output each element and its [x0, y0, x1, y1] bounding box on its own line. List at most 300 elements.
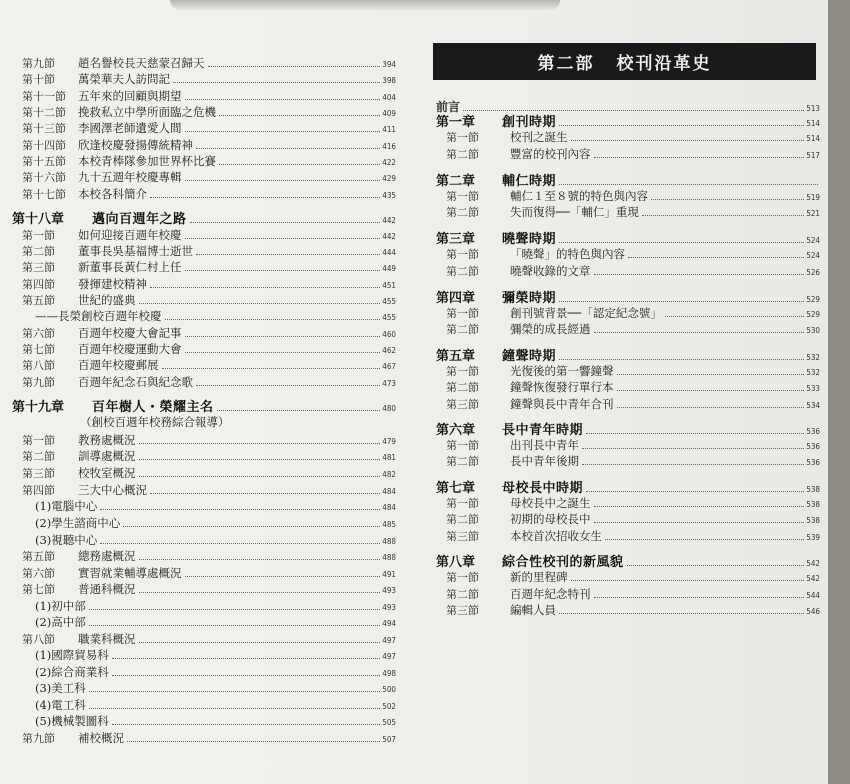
toc-page-number: 481: [382, 453, 396, 462]
right-sec-entry: [446, 246, 820, 262]
leader-dots: [139, 443, 381, 444]
toc-title: 趙名譽校長天慈蒙召歸天: [78, 56, 205, 70]
toc-title: 創刊號背景──「認定紀念號」: [510, 306, 662, 320]
toc-title: 本校青棒隊參加世界杯比賽: [78, 154, 216, 168]
toc-title: (3)美工科: [35, 681, 86, 695]
toc-page-number: 484: [382, 487, 396, 496]
leader-dots: [127, 741, 380, 742]
leader-dots: [651, 199, 804, 200]
toc-title: 百週年校慶大會記事: [78, 326, 182, 340]
leader-dots: [594, 597, 805, 598]
toc-page-number: 533: [806, 384, 820, 393]
toc-title: ——長榮創校百週年校慶: [35, 309, 162, 323]
toc-number-label: 第十六節: [22, 171, 66, 184]
toc-number-label: 第六節: [22, 567, 55, 580]
leader-dots: [185, 131, 381, 132]
right-sec-entry: [446, 569, 820, 585]
left-sub-entry: [35, 614, 396, 630]
toc-page-number: 534: [806, 401, 820, 410]
left-sec-entry: [22, 432, 396, 448]
toc-title: (4)電工科: [35, 698, 86, 712]
leader-dots: [628, 257, 804, 258]
left-sec-entry: [22, 631, 396, 647]
leader-dots: [559, 613, 804, 614]
toc-number-label: 第九節: [22, 732, 55, 745]
leader-dots: [582, 448, 804, 449]
toc-page-number: 473: [382, 379, 396, 388]
left-sec-entry: [22, 581, 396, 597]
toc-title: 本校各科簡介: [78, 187, 147, 201]
toc-page-number: 514: [806, 134, 820, 143]
toc-page-number: 536: [806, 427, 820, 436]
leader-dots: [586, 491, 804, 492]
toc-number-label: 第八章: [436, 555, 476, 570]
toc-title: 百週年紀念特刊: [510, 587, 591, 601]
toc-page-number: 484: [382, 503, 396, 512]
toc-title: 李國澤老師遺愛人間: [78, 121, 182, 135]
toc-page-number: 497: [382, 636, 396, 645]
toc-number-label: 第九節: [22, 376, 55, 389]
toc-title: 欣逢校慶發揚傳統精神: [78, 138, 193, 152]
toc-number-label: 第七章: [436, 481, 476, 496]
left-sec-entry: [22, 120, 396, 136]
toc-title: 母校長中時期: [502, 481, 584, 496]
toc-title: (2)學生諮商中心: [35, 516, 121, 530]
toc-number-label: 第四章: [436, 291, 476, 306]
part-label: 第二部: [537, 54, 595, 74]
toc-title: 曉聲時期: [502, 232, 557, 247]
leader-dots: [571, 580, 805, 581]
leader-dots: [185, 336, 381, 337]
toc-title: 訓導處概況: [78, 449, 136, 463]
toc-title: 百週年校慶運動大會: [78, 342, 182, 356]
leader-dots: [100, 543, 380, 544]
left-sec-entry: [22, 374, 396, 390]
toc-title: 邁向百週年之路: [92, 212, 187, 227]
toc-title: （創校百週年校務綜合報導）: [80, 415, 230, 429]
leader-dots: [582, 464, 804, 465]
toc-page-number: 494: [382, 619, 396, 628]
right-chap-entry: [436, 345, 820, 364]
toc-number-label: 第二節: [446, 323, 479, 336]
toc-page-number: 536: [806, 442, 820, 451]
toc-page-number: 538: [806, 516, 820, 525]
toc-title: 長中青年後期: [510, 454, 579, 468]
toc-title: (2)高中部: [35, 615, 86, 629]
toc-page-number: 500: [382, 685, 396, 694]
toc-number-label: 第二節: [446, 148, 479, 161]
leader-dots: [196, 254, 380, 255]
leader-dots: [559, 125, 804, 126]
leader-dots: [559, 359, 804, 360]
toc-page-number: 455: [382, 297, 396, 306]
toc-title: 教務處概況: [78, 433, 136, 447]
toc-title: 世紀的盛典: [78, 293, 136, 307]
toc-title: 五年來的回顧與期望: [78, 89, 182, 103]
right-sec-entry: [446, 602, 820, 618]
leader-dots: [139, 459, 381, 460]
toc-title: 萬榮華夫人訪問記: [78, 72, 170, 86]
toc-number-label: 第一節: [446, 365, 479, 378]
leader-dots: [185, 180, 381, 181]
leader-dots: [196, 148, 380, 149]
toc-number-label: 第四節: [22, 278, 55, 291]
toc-number-label: 第二節: [446, 206, 479, 219]
toc-number-label: 第三節: [22, 467, 55, 480]
toc-number-label: 第十四節: [22, 139, 66, 152]
left-sec-entry: [22, 292, 396, 308]
toc-number-label: 第七節: [22, 583, 55, 596]
leader-dots: [89, 609, 380, 610]
leader-dots: [559, 184, 818, 185]
toc-title: 創刊時期: [502, 115, 557, 130]
toc-page-number: 514: [806, 119, 820, 128]
right-sec-entry: [446, 453, 820, 469]
leader-dots: [112, 724, 380, 725]
toc-number-label: 第十五節: [22, 155, 66, 168]
left-sec-entry: [22, 71, 396, 87]
toc-title: 新的里程碑: [510, 570, 568, 584]
right-sec-entry: [446, 528, 820, 544]
leader-dots: [219, 164, 380, 165]
toc-page-number: 398: [382, 76, 396, 85]
toc-number-label: 第十三節: [22, 122, 66, 135]
right-chap-entry: [436, 419, 820, 438]
leader-dots: [605, 539, 804, 540]
toc-page-number: 524: [806, 236, 820, 245]
left-sec-entry: [22, 137, 396, 153]
right-sec-entry: [446, 263, 820, 279]
toc-number-label: 第六章: [436, 423, 476, 438]
toc-title: 百週年校慶郵展: [78, 358, 159, 372]
toc-page-number: 529: [806, 310, 820, 319]
leader-dots: [559, 242, 804, 243]
toc-number-label: 第二節: [446, 455, 479, 468]
leader-dots: [139, 559, 381, 560]
right-sec-entry: [446, 495, 820, 511]
leader-dots: [665, 316, 804, 317]
toc-page-number: 546: [806, 607, 820, 616]
left-sec-entry: [22, 465, 396, 481]
toc-number-label: 第七節: [22, 343, 55, 356]
right-sec-entry: [446, 363, 820, 379]
toc-number-label: 第八節: [22, 633, 55, 646]
left-sec-entry: [22, 448, 396, 464]
leader-dots: [627, 565, 805, 566]
toc-title: 校刊之誕生: [510, 130, 568, 144]
leader-dots: [594, 522, 805, 523]
toc-page-number: 409: [382, 109, 396, 118]
leader-dots: [190, 222, 381, 223]
leader-dots: [100, 509, 380, 510]
left-sec-entry: [22, 565, 396, 581]
toc-title: 總務處概況: [78, 549, 136, 563]
toc-page-number: 513: [806, 104, 820, 113]
toc-page-number: 493: [382, 603, 396, 612]
leader-dots: [139, 303, 381, 304]
left-sec-entry: [22, 730, 396, 746]
toc-page-number: 444: [382, 248, 396, 257]
right-sec-entry: [446, 188, 820, 204]
left-sec-entry: [22, 227, 396, 243]
toc-page-number: 482: [382, 470, 396, 479]
toc-title: 百年樹人・榮耀主名: [92, 400, 214, 415]
toc-page-number: 524: [806, 251, 820, 260]
left-sec-entry: [22, 548, 396, 564]
right-sec-entry: [446, 321, 820, 337]
toc-page-number: 411: [382, 125, 396, 134]
toc-title: 鐘聲與長中青年合刊: [510, 397, 614, 411]
toc-title: 彌榮的成長經過: [510, 322, 591, 336]
left-sec-entry: [22, 259, 396, 275]
leader-dots: [594, 506, 805, 507]
toc-page-number: 538: [806, 500, 820, 509]
toc-number-label: 第一章: [436, 115, 476, 130]
toc-title: 曉聲收錄的文章: [510, 264, 591, 278]
leader-dots: [208, 66, 381, 67]
toc-title: (2)綜合商業科: [35, 665, 109, 679]
toc-page-number: 529: [806, 295, 820, 304]
toc-page-number: 442: [382, 232, 396, 241]
right-sec-entry: [446, 511, 820, 527]
toc-page-number: 404: [382, 93, 396, 102]
toc-page-number: 530: [806, 326, 820, 335]
toc-title: 補校概況: [78, 731, 124, 745]
leader-dots: [162, 368, 381, 369]
toc-page-number: 467: [382, 362, 396, 371]
leader-dots: [139, 592, 381, 593]
left-sec-entry: [22, 153, 396, 169]
left-chap-entry: [12, 396, 396, 415]
left-sec-entry: [22, 55, 396, 71]
toc-page-number: 544: [806, 591, 820, 600]
right-sec-entry: [446, 146, 820, 162]
toc-number-label: 第一節: [446, 248, 479, 261]
toc-number-label: 第二節: [22, 245, 55, 258]
toc-title: 綜合性校刊的新風貌: [502, 555, 624, 570]
toc-title: (3)視聽中心: [35, 533, 98, 547]
toc-number-label: 第一節: [446, 571, 479, 584]
toc-title: 九十五週年校慶專輯: [78, 170, 182, 184]
toc-number-label: 第一節: [446, 190, 479, 203]
right-chap-entry: [436, 551, 820, 570]
leader-dots: [123, 526, 380, 527]
leader-dots: [594, 274, 805, 275]
toc-number-label: 第二節: [446, 588, 479, 601]
leader-dots: [185, 270, 381, 271]
toc-page-number: 485: [382, 520, 396, 529]
toc-title: 「曉聲」的特色與內容: [510, 247, 625, 261]
left-sub-entry: [35, 713, 396, 729]
leader-dots: [89, 691, 380, 692]
toc-number-label: 第十七節: [22, 188, 66, 201]
toc-title: 編輯人員: [510, 603, 556, 617]
toc-page-number: 480: [382, 404, 396, 413]
toc-number-label: 第四節: [22, 484, 55, 497]
toc-title: 三大中心概況: [78, 483, 147, 497]
toc-page-number: 449: [382, 264, 396, 273]
toc-number-label: 第一節: [446, 131, 479, 144]
leader-dots: [139, 642, 381, 643]
leader-dots: [150, 493, 380, 494]
toc-title: 出刊長中青年: [510, 438, 579, 452]
toc-title: 長中青年時期: [502, 423, 584, 438]
right-sec-entry: [446, 396, 820, 412]
leader-dots: [112, 675, 380, 676]
toc-number-label: 第十節: [22, 73, 55, 86]
toc-title: 普通科概況: [78, 582, 136, 596]
right-sec-entry: [446, 586, 820, 602]
leader-dots: [586, 433, 804, 434]
leader-dots: [185, 352, 381, 353]
toc-number-label: 第八節: [22, 359, 55, 372]
toc-title: 初期的母校長中: [510, 512, 591, 526]
toc-title: 如何迎接百週年校慶: [78, 228, 182, 242]
toc-page-number: 517: [806, 151, 820, 160]
leader-dots: [165, 319, 381, 320]
toc-title: (1)電腦中心: [35, 499, 98, 513]
toc-page-number: 394: [382, 60, 396, 69]
toc-title: 鐘聲恢復發行單行本: [510, 380, 614, 394]
leader-dots: [185, 576, 381, 577]
toc-page-number: 422: [382, 158, 396, 167]
leader-dots: [617, 390, 805, 391]
toc-title: 鐘聲時期: [502, 349, 557, 364]
toc-title: 本校首次招收女生: [510, 529, 602, 543]
leader-dots: [150, 197, 380, 198]
leader-dots: [594, 332, 805, 333]
toc-page-number: 488: [382, 537, 396, 546]
toc-number-label: 第一節: [22, 229, 55, 242]
leader-dots: [89, 708, 380, 709]
toc-title: (5)機械製圖科: [35, 714, 109, 728]
left-note-entry: [80, 414, 396, 430]
left-sec-entry: [22, 104, 396, 120]
left-sec-entry: [22, 88, 396, 104]
toc-number-label: 第三節: [446, 604, 479, 617]
leader-dots: [642, 215, 804, 216]
leader-dots: [219, 115, 380, 116]
toc-number-label: 第一節: [446, 439, 479, 452]
left-sub-entry: [35, 647, 396, 663]
toc-number-label: 第三節: [22, 261, 55, 274]
toc-page-number: 435: [382, 191, 396, 200]
toc-page-number: 497: [382, 652, 396, 661]
toc-number-label: 第二章: [436, 174, 476, 189]
left-sub-entry: [35, 498, 396, 514]
toc-page-number: 416: [382, 142, 396, 151]
toc-number-label: 第一節: [446, 307, 479, 320]
leader-dots: [617, 374, 805, 375]
toc-number-label: 第十二節: [22, 106, 66, 119]
toc-number-label: 前言: [436, 100, 461, 114]
left-sub-entry: [35, 697, 396, 713]
toc-page-number: 526: [806, 268, 820, 277]
toc-number-label: 第五節: [22, 294, 55, 307]
right-chap-entry: [436, 111, 820, 130]
right-chap-entry: [436, 228, 820, 247]
leader-dots: [571, 140, 805, 141]
leader-dots: [185, 99, 381, 100]
toc-page-number: 521: [806, 209, 820, 218]
toc-page-number: 502: [382, 702, 396, 711]
left-sec-entry: [22, 186, 396, 202]
right-chap-entry: [436, 477, 820, 496]
right-sec-entry: [446, 379, 820, 395]
toc-page-number: 507: [382, 735, 396, 744]
right-sec-entry: [446, 305, 820, 321]
right-sec-entry: [446, 129, 820, 145]
leader-dots: [173, 82, 380, 83]
leader-dots: [217, 410, 381, 411]
toc-title: 發揮建校精神: [78, 277, 147, 291]
left-sub-entry: [35, 680, 396, 696]
toc-number-label: 第一節: [446, 497, 479, 510]
left-sec-entry: [22, 341, 396, 357]
toc-number-label: 第三章: [436, 232, 476, 247]
toc-page-number: 532: [806, 353, 820, 362]
toc-title: 職業科概況: [78, 632, 136, 646]
toc-number-label: 第九節: [22, 57, 55, 70]
toc-number-label: 第十八章: [12, 212, 65, 227]
toc-number-label: 第一節: [22, 434, 55, 447]
left-sub-entry: [35, 532, 396, 548]
left-sub-entry: [35, 664, 396, 680]
toc-page-number: 442: [382, 216, 396, 225]
toc-page-number: 462: [382, 346, 396, 355]
leader-dots: [89, 625, 380, 626]
leader-dots: [139, 476, 381, 477]
toc-page-number: 536: [806, 458, 820, 467]
right-sec-entry: [446, 437, 820, 453]
toc-title: 彌榮時期: [502, 291, 557, 306]
toc-title: (1)國際貿易科: [35, 648, 109, 662]
part-title: 校刊沿革史: [616, 54, 712, 74]
leader-dots: [185, 238, 381, 239]
left-sec-entry: [22, 357, 396, 373]
toc-number-label: 第二節: [446, 513, 479, 526]
toc-title: 挽救私立中學所面臨之危機: [78, 105, 216, 119]
left-sec-entry: [22, 243, 396, 259]
toc-title: 豐富的校刊內容: [510, 147, 591, 161]
toc-title: 新董事長黃仁村上任: [78, 260, 182, 274]
right-sec-entry: [446, 204, 820, 220]
toc-title: 輔仁１至８號的特色與內容: [510, 189, 648, 203]
toc-number-label: 第五章: [436, 349, 476, 364]
right-chap-entry: [436, 170, 820, 189]
left-sub-entry: [35, 515, 396, 531]
left-sub-entry: [35, 598, 396, 614]
left-sec-entry: [22, 169, 396, 185]
page-edge-shadow: [170, 0, 560, 10]
toc-page-number: 505: [382, 718, 396, 727]
toc-title: 母校長中之誕生: [510, 496, 591, 510]
toc-number-label: 第六節: [22, 327, 55, 340]
toc-title: 輔仁時期: [502, 174, 557, 189]
toc-title: 光復後的第一響鐘聲: [510, 364, 614, 378]
toc-number-label: 第三節: [446, 398, 479, 411]
left-sec-entry: [22, 482, 396, 498]
toc-page-number: 479: [382, 437, 396, 446]
left-chap-entry: [12, 208, 396, 227]
toc-number-label: 第十九章: [12, 400, 65, 415]
toc-page-number: 532: [806, 368, 820, 377]
toc-number-label: 第二節: [446, 265, 479, 278]
toc-page-number: 493: [382, 586, 396, 595]
toc-page-number: 451: [382, 281, 396, 290]
toc-title: (1)初中部: [35, 599, 86, 613]
leader-dots: [196, 385, 380, 386]
